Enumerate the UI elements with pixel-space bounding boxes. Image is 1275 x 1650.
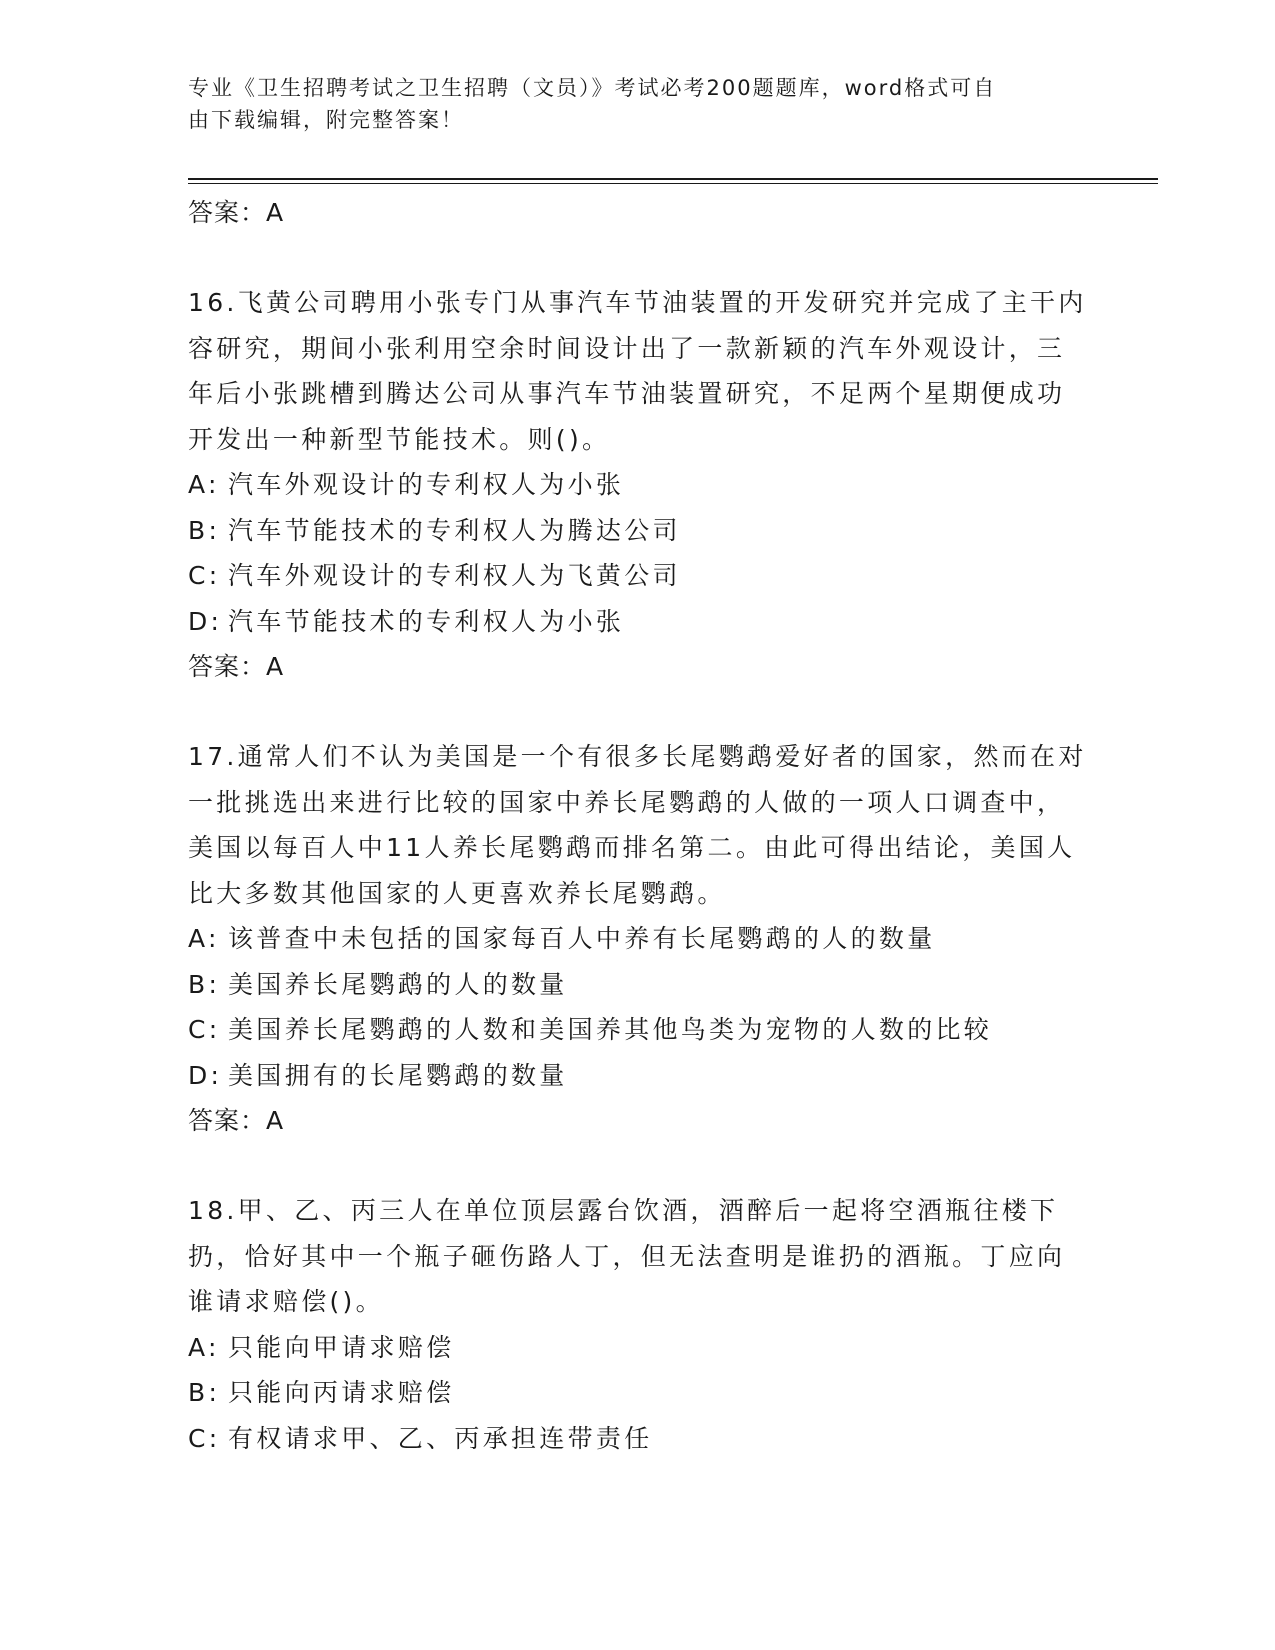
option-b — [188, 1370, 1088, 1416]
option-letter: C: — [188, 561, 221, 590]
option-c — [188, 1007, 1088, 1053]
header-line-2: 由下载编辑，附完整答案！ — [188, 108, 464, 132]
question-text: 16.飞黄公司聘用小张专门从事汽车节油装置的开发研究并完成了主干内容研究，期间小张利用空余时间设计出了一款新颖的汽车外观设计，三年后小张跳槽到腾达公司从事汽车节油装置研究，不足两个星期便成功开发出一种新型节能技术。则()。 — [188, 288, 1087, 454]
question-block — [188, 734, 1088, 1144]
option-text: 汽车外观设计的专利权人为飞黄公司 — [228, 561, 681, 590]
option-letter: B: — [188, 969, 221, 999]
option-letter: A: — [188, 470, 220, 499]
option-d — [188, 1053, 1088, 1099]
option-a — [188, 916, 1088, 962]
option-text: 只能向甲请求赔偿 — [228, 1332, 455, 1362]
option-letter: C: — [188, 1015, 221, 1044]
document-body — [188, 190, 1088, 1461]
option-letter: B: — [188, 1378, 221, 1407]
option-letter: C: — [188, 1423, 221, 1453]
option-letter: D: — [188, 1060, 223, 1090]
option-text: 美国养长尾鹦鹉的人数和美国养其他鸟类为宠物的人数的比较 — [228, 1015, 993, 1044]
option-c — [188, 553, 1088, 599]
option-text: 汽车节能技术的专利权人为小张 — [228, 606, 625, 636]
question-text: 18.甲、乙、丙三人在单位顶层露台饮酒，酒醉后一起将空酒瓶往楼下扔，恰好其中一个瓶子砸伤路人丁，但无法查明是谁扔的酒瓶。丁应向谁请求赔偿()。 — [188, 1196, 1066, 1316]
header-line-1: 专业《卫生招聘考试之卫生招聘（文员）》考试必考200题题库，word格式可自 — [188, 76, 997, 100]
option-text: 汽车外观设计的专利权人为小张 — [228, 470, 625, 499]
option-c — [188, 1416, 1088, 1462]
option-text: 该普查中未包括的国家每百人中养有长尾鹦鹉的人的数量 — [228, 924, 936, 953]
option-text: 只能向丙请求赔偿 — [228, 1378, 455, 1407]
question-text: 17.通常人们不认为美国是一个有很多长尾鹦鹉爱好者的国家，然而在对一批挑选出来进行比较的国家中养长尾鹦鹉的人做的一项人口调查中，美国以每百人中11人养长尾鹦鹉而排名第二。由此可得出结论，美国人比大多数其他国家的人更喜欢养长尾鹦鹉。 — [188, 742, 1087, 908]
spacer — [188, 236, 1088, 280]
option-letter: D: — [188, 606, 223, 636]
answer-line: 答案：A — [188, 1106, 285, 1135]
option-b — [188, 962, 1088, 1008]
option-letter: A: — [188, 1332, 220, 1362]
option-a — [188, 1325, 1088, 1371]
header-rule-thin — [188, 183, 1158, 184]
option-text: 美国拥有的长尾鹦鹉的数量 — [228, 1060, 568, 1090]
option-text: 美国养长尾鹦鹉的人的数量 — [228, 969, 568, 999]
answer-line: 答案：A — [188, 652, 285, 681]
option-text: 汽车节能技术的专利权人为腾达公司 — [228, 515, 681, 545]
spacer — [188, 690, 1088, 734]
document-header — [188, 72, 1068, 136]
option-letter: A: — [188, 924, 220, 953]
header-rule-thick — [188, 178, 1158, 180]
spacer — [188, 1144, 1088, 1188]
question-block — [188, 1188, 1088, 1461]
option-letter: B: — [188, 515, 221, 545]
option-b — [188, 508, 1088, 554]
option-a — [188, 462, 1088, 508]
question-block — [188, 280, 1088, 690]
option-text: 有权请求甲、乙、丙承担连带责任 — [228, 1423, 653, 1453]
answer-line: 答案：A — [188, 198, 285, 227]
option-d — [188, 599, 1088, 645]
